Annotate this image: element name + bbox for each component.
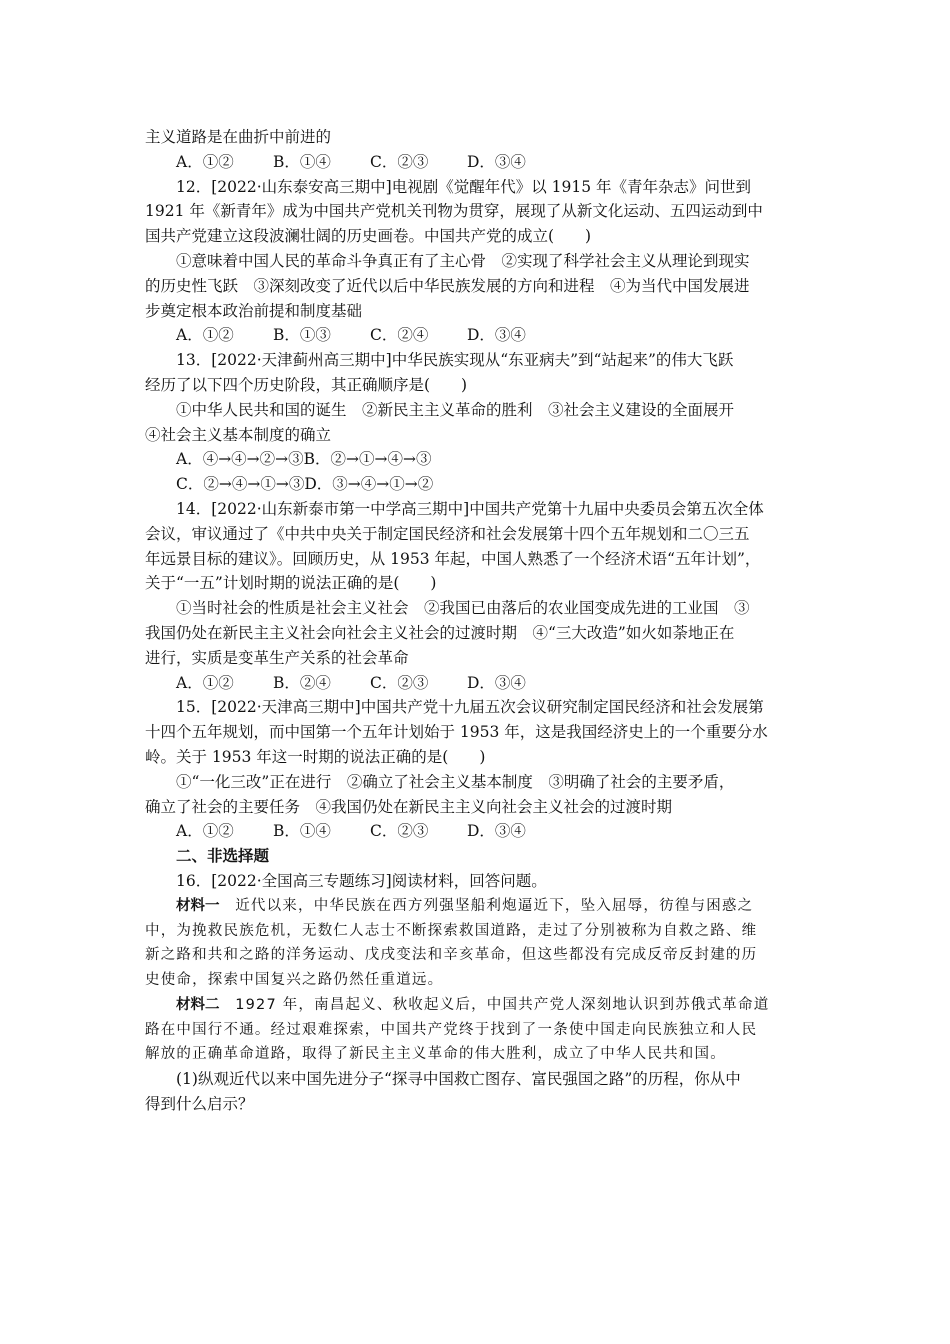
answer-option: D．③→④→①→② bbox=[304, 475, 434, 494]
material-text-line bbox=[145, 1042, 810, 1067]
answer-option: A．④→④→②→③ bbox=[176, 450, 304, 469]
text-line bbox=[145, 571, 810, 596]
line-text: 进行，实质是变革生产关系的社会革命 bbox=[145, 648, 409, 667]
line-text: 路在中国行不通。经过艰难探索，中国共产党终于找到了一条使中国走向民族独立和人民 bbox=[145, 1021, 758, 1038]
answer-option: D．③④ bbox=[467, 673, 526, 692]
line-text: 年远景目标的建议》。回顾历史，从 1953 年起，中国人熟悉了一个经济术语“五年计划”， bbox=[145, 549, 761, 568]
text-line bbox=[145, 795, 810, 820]
line-text: 确立了社会的主要任务 ④我国仍处在新民主主义向社会主义社会的过渡时期 bbox=[145, 797, 673, 816]
answer-option: B．②→①→④→③ bbox=[303, 450, 432, 469]
text-line bbox=[145, 745, 810, 770]
answer-option: D．③④ bbox=[467, 822, 526, 841]
line-text: 14．[2022·山东新泰市第一中学高三期中]中国共产党第十九届中央委员会第五次全体 bbox=[176, 499, 764, 518]
line-text: ①“一化三改”正在进行 ②确立了社会主义基本制度 ③明确了社会的主要矛盾， bbox=[176, 772, 735, 791]
line-text: 的历史性飞跃 ③深刻改变了近代以后中华民族发展的方向和进程 ④为当代中国发展进 bbox=[145, 276, 750, 295]
line-text: 中，为挽救民族危机，无数仁人志士不断探索救国道路，走过了分别被称为自救之路、维 bbox=[145, 922, 758, 939]
line-text: ①中华人民共和国的诞生 ②新民主主义革命的胜利 ③社会主义建设的全面展开 bbox=[176, 400, 735, 419]
line-text: 经历了以下四个历史阶段，其正确顺序是( ) bbox=[145, 375, 468, 394]
text-line bbox=[145, 1092, 810, 1117]
text-line bbox=[145, 522, 810, 547]
answer-options bbox=[145, 819, 810, 844]
answer-option: C．②③ bbox=[370, 673, 429, 692]
line-text: 得到什么启示？ bbox=[145, 1095, 254, 1114]
answer-option: B．②④ bbox=[273, 673, 331, 692]
answer-option: C．②③ bbox=[370, 152, 429, 171]
material-text-line bbox=[145, 993, 810, 1018]
answer-option: C．②③ bbox=[370, 822, 429, 841]
text-line bbox=[145, 547, 810, 572]
answer-option: A．①② bbox=[176, 822, 234, 841]
line-text: 新之路和共和之路的洋务运动、戊戌变法和辛亥革命，但这些都没有完成反帝反封建的历 bbox=[145, 947, 758, 964]
text-line bbox=[145, 348, 810, 373]
text-line bbox=[145, 1067, 810, 1092]
text-line bbox=[145, 274, 810, 299]
answer-options bbox=[145, 671, 810, 696]
material-text-line bbox=[145, 968, 810, 993]
line-text: 1927 年，南昌起义、秋收起义后，中国共产党人深刻地认识到苏俄式革命道 bbox=[219, 996, 770, 1013]
line-text: 16．[2022·全国高三专题练习]阅读材料，回答问题。 bbox=[176, 871, 547, 890]
answer-options bbox=[145, 150, 810, 175]
answer-option: D．③④ bbox=[467, 326, 526, 345]
line-text: 13．[2022·天津蓟州高三期中]中华民族实现从“东亚病夫”到“站起来”的伟大飞跃 bbox=[176, 351, 734, 370]
answer-option: C．②→④→①→③ bbox=[176, 475, 305, 494]
answer-option: B．①④ bbox=[273, 822, 331, 841]
answer-option: D．③④ bbox=[467, 152, 526, 171]
line-text: 解放的正确革命道路，取得了新民主主义革命的伟大胜利，成立了中华人民共和国。 bbox=[145, 1046, 726, 1063]
line-text: 12．[2022·山东泰安高三期中]电视剧《觉醒年代》以 1915 年《青年杂志》问世到 bbox=[176, 177, 751, 196]
answer-options bbox=[145, 323, 810, 348]
text-line bbox=[145, 423, 810, 448]
material-label: 材料一 bbox=[176, 896, 220, 914]
text-line bbox=[145, 175, 810, 200]
text-line bbox=[145, 497, 810, 522]
line-text: 会议，审议通过了《中共中央关于制定国民经济和社会发展第十四个五年规划和二〇三五 bbox=[145, 524, 750, 543]
text-line bbox=[145, 373, 810, 398]
line-text: ④社会主义基本制度的确立 bbox=[145, 425, 332, 444]
document-body bbox=[145, 125, 810, 1117]
material-text-line bbox=[145, 1018, 810, 1043]
line-text: 二、非选择题 bbox=[176, 846, 270, 866]
text-line bbox=[145, 299, 810, 324]
line-text: 史使命，探索中国复兴之路仍然任重道远。 bbox=[145, 972, 444, 989]
answer-options bbox=[145, 447, 810, 472]
answer-option: A．①② bbox=[176, 673, 234, 692]
line-text: 近代以来，中华民族在西方列强坚船利炮逼近下，坠入屈辱，彷徨与困惑之 bbox=[219, 897, 754, 914]
line-text: 国共产党建立这段波澜壮阔的历史画卷。中国共产党的成立( ) bbox=[145, 227, 592, 246]
line-text: ①当时社会的性质是社会主义社会 ②我国已由落后的农业国变成先进的工业国 ③ bbox=[176, 599, 750, 618]
text-line bbox=[145, 869, 810, 894]
text-line bbox=[145, 695, 810, 720]
text-line bbox=[145, 596, 810, 621]
answer-option: B．①③ bbox=[273, 326, 331, 345]
answer-option: A．①② bbox=[176, 152, 234, 171]
text-line bbox=[145, 125, 810, 150]
answer-option: C．②④ bbox=[370, 326, 429, 345]
line-text: 岭。关于 1953 年这一时期的说法正确的是( ) bbox=[145, 747, 486, 766]
text-line bbox=[145, 398, 810, 423]
answer-option: B．①④ bbox=[273, 152, 331, 171]
text-line bbox=[145, 224, 810, 249]
material-text-line bbox=[145, 894, 810, 919]
text-line bbox=[145, 249, 810, 274]
line-text: 1921 年《新青年》成为中国共产党机关刊物为贯穿，展现了从新文化运动、五四运动到中 bbox=[145, 202, 763, 221]
line-text: 关于“一五”计划时期的说法正确的是( ) bbox=[145, 574, 437, 593]
line-text: (1)纵观近代以来中国先进分子“探寻中国救亡图存、富民强国之路”的历程，你从中 bbox=[176, 1070, 741, 1089]
text-line bbox=[145, 770, 810, 795]
line-text: 主义道路是在曲折中前进的 bbox=[145, 128, 332, 146]
material-label: 材料二 bbox=[176, 995, 220, 1013]
answer-option: A．①② bbox=[176, 326, 234, 345]
text-line bbox=[145, 720, 810, 745]
answer-options bbox=[145, 472, 810, 497]
line-text: 十四个五年规划，而中国第一个五年计划始于 1953 年，这是我国经济史上的一个重要分水 bbox=[145, 723, 768, 742]
material-text-line bbox=[145, 919, 810, 944]
line-text: ①意味着中国人民的革命斗争真正有了主心骨 ②实现了科学社会主义从理论到现实 bbox=[176, 251, 750, 270]
text-line bbox=[145, 199, 810, 224]
text-line bbox=[145, 646, 810, 671]
material-text-line bbox=[145, 943, 810, 968]
line-text: 我国仍处在新民主主义社会向社会主义社会的过渡时期 ④“三大改造”如火如荼地正在 bbox=[145, 623, 735, 642]
text-line bbox=[145, 621, 810, 646]
line-text: 15．[2022·天津高三期中]中国共产党十九届五次会议研究制定国民经济和社会发展第 bbox=[176, 698, 764, 717]
section-heading bbox=[145, 844, 810, 869]
line-text: 步奠定根本政治前提和制度基础 bbox=[145, 301, 363, 320]
